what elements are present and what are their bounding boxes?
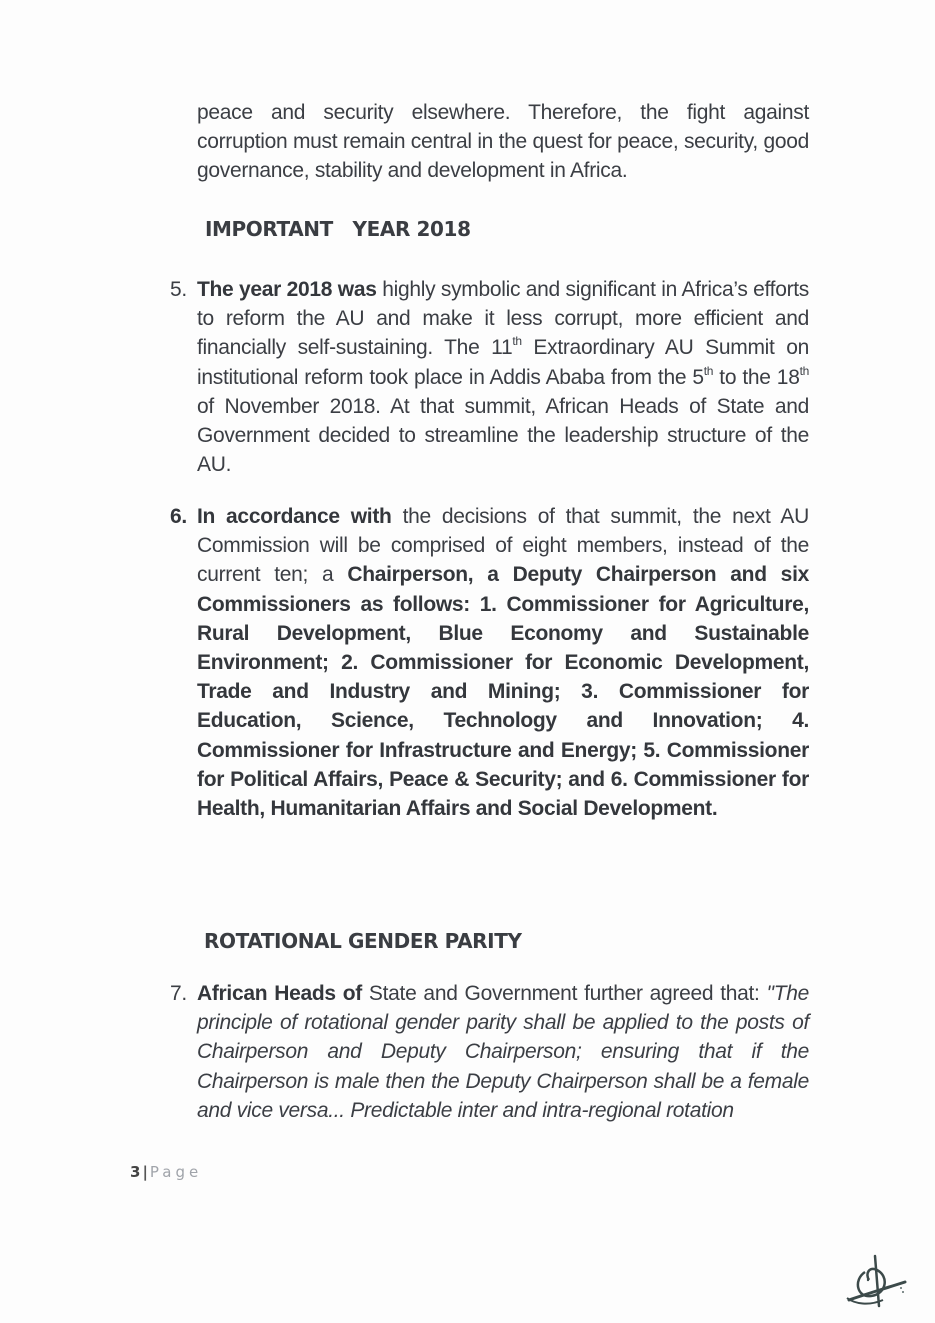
section-heading-important-year: IMPORTANT YEAR 2018 bbox=[205, 217, 471, 241]
superscript: th bbox=[512, 334, 522, 349]
paragraph-6-number: 6. bbox=[170, 505, 187, 528]
page-footer bbox=[130, 1163, 202, 1181]
paragraph-6-commissioners: Chairperson, a Deputy Chairperson and six Commissioners as follows: 1. Commissioner for Agriculture, Rural Development, Blue Economy and Sustainable Environment; 2. Commissioner for Economic Development, Trade and Industry and Mining; 3. Commissioner for Education, Science, Technology and Innovation; 4. Commissioner for Infrastructure and Energy; 5. Commissioner for Political Affairs, Peace & Security; and 6. Commissioner for Health, Humanitarian Affairs and Social Development. bbox=[197, 563, 809, 821]
paragraph-6-text: the decisions of that summit, the next AU Commission will be comprised of eight members, instead of the current ten; a bbox=[197, 505, 809, 587]
page-number: 3 bbox=[130, 1163, 141, 1181]
paragraph-5-text: Extraordinary AU Summit on institutional reform took place in Addis Ababa from the 5 bbox=[197, 336, 809, 389]
paragraph-6 bbox=[197, 502, 809, 823]
paragraph-7-quote: "The principle of rotational gender parity shall be applied to the posts of Chairperson and Deputy Chairperson; ensuring that if the Chairperson is male then the Deputy Chairperson shall be a female and vice versa... Predictable inter and intra-regional rotation bbox=[197, 982, 809, 1122]
paragraph-7-number: 7. bbox=[170, 982, 187, 1005]
paragraph-7-lead: African Heads of bbox=[197, 982, 362, 1005]
paragraph-5-lead: The year 2018 was bbox=[197, 278, 377, 301]
paragraph-7 bbox=[197, 979, 809, 1125]
signature-icon bbox=[835, 1250, 915, 1310]
intro-paragraph bbox=[197, 98, 809, 186]
paragraph-5-text: of November 2018. At that summit, African Heads of State and Government decided to streamline the leadership structure of the AU. bbox=[197, 394, 809, 477]
paragraph-7-text: State and Government further agreed that: bbox=[361, 982, 767, 1005]
paragraph-5-number: 5. bbox=[170, 278, 187, 301]
paragraph-5-text: highly symbolic and significant in Africa’s efforts to reform the AU and make it less corrupt, more efficient and financially self-sustaining. The 11 bbox=[197, 278, 810, 360]
page-label: Page bbox=[149, 1163, 203, 1181]
paragraph-5 bbox=[197, 275, 809, 479]
intro-text: peace and security elsewhere. Therefore, the fight against corruption must remain central in the quest for peace, security, good governance, stability and development in Africa. bbox=[197, 101, 809, 183]
superscript: th bbox=[703, 363, 714, 378]
paragraph-5-text: to the 18 bbox=[713, 365, 800, 389]
section-heading-gender-parity: ROTATIONAL GENDER PARITY bbox=[204, 929, 522, 953]
superscript: th bbox=[799, 363, 809, 378]
footer-separator: | bbox=[142, 1163, 148, 1181]
paragraph-6-lead: In accordance with bbox=[197, 505, 392, 528]
